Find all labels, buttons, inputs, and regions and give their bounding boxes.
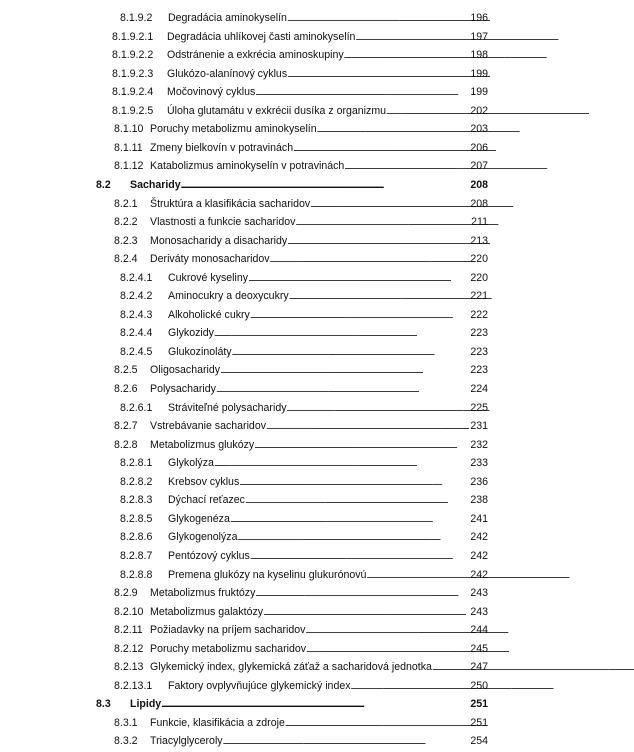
toc-entry[interactable] (112, 102, 488, 120)
toc-leader-dots (214, 454, 468, 472)
toc-entry-number: 8.2.8.8 (120, 568, 153, 581)
toc-entry-page: 242 (470, 568, 488, 581)
toc-entry[interactable] (114, 139, 488, 157)
toc-entry-page: 238 (470, 494, 488, 507)
toc-leader-dots (287, 9, 468, 27)
toc-entry-title: Metabolizmus galaktózy (150, 605, 264, 618)
toc-leader-dots (250, 547, 468, 565)
toc-entry-title: Sacharidy (130, 178, 181, 191)
toc-entry-title: Úloha glutamátu v exkrécii dusíka z organizmu (167, 104, 387, 117)
toc-entry[interactable] (120, 473, 488, 491)
toc-entry-title: Polysacharidy (150, 383, 216, 395)
toc-entry-page: 242 (470, 549, 488, 562)
toc-leader-dots (344, 46, 469, 64)
toc-leader-dots (317, 120, 469, 138)
toc-entry-title: Funkcie, klasifikácia a zdroje (150, 716, 285, 729)
toc-entry-number: 8.2.11 (114, 624, 143, 637)
toc-leader-dots (161, 695, 468, 713)
toc-leader-dots (287, 232, 468, 250)
toc-entry[interactable] (114, 584, 488, 602)
toc-entry[interactable] (114, 436, 488, 454)
toc-entry-number: 8.2.4.4 (120, 327, 153, 340)
toc-entry-title: Glykozidy (168, 327, 214, 340)
toc-entry-title: Požiadavky na príjem sacharidov (150, 624, 306, 637)
toc-entry[interactable] (112, 65, 488, 83)
toc-entry-page: 245 (470, 642, 488, 655)
toc-leader-dots (310, 195, 468, 213)
toc-entry-title: Katabolizmus aminokyselín v potravinách (150, 160, 345, 173)
toc-entry-page: 220 (470, 253, 488, 266)
toc-leader-dots (255, 83, 468, 101)
toc-entry-title: Pentózový cyklus (168, 549, 250, 562)
toc-leader-dots (287, 399, 469, 417)
toc-leader-dots (223, 732, 469, 750)
toc-entry[interactable] (114, 157, 488, 175)
toc-entry-number: 8.1.9.2 (120, 12, 153, 24)
toc-entry-page: 202 (470, 104, 488, 117)
toc-entry[interactable] (120, 269, 488, 287)
toc-entry-number: 8.2.10 (114, 605, 144, 618)
toc-entry[interactable] (96, 695, 488, 713)
toc-entry[interactable] (114, 677, 488, 695)
toc-leader-dots (285, 714, 468, 732)
toc-entry[interactable] (112, 46, 488, 64)
toc-entry-number: 8.2.7 (114, 420, 138, 433)
toc-entry-title: Štruktúra a klasifikácia sacharidov (150, 197, 311, 210)
toc-entry-title: Faktory ovplyvňujúce glykemický index (168, 679, 351, 692)
toc-leader-dots (355, 28, 468, 46)
toc-entry-page: 198 (470, 49, 488, 62)
toc-entry-number: 8.1.9.2.5 (112, 104, 154, 117)
toc-entry-title: Glukózo-alanínový cyklus (167, 67, 288, 80)
toc-entry-title: Glykogenolýza (168, 531, 238, 544)
toc-entry-page: 203 (470, 123, 488, 136)
toc-entry-page: 251 (470, 698, 488, 711)
toc-entry[interactable] (114, 120, 488, 138)
toc-leader-dots (232, 343, 469, 361)
toc-entry[interactable] (120, 324, 488, 342)
toc-leader-dots (344, 157, 468, 175)
toc-entry-page: 196 (470, 12, 488, 24)
toc-entry-page: 243 (470, 605, 488, 618)
toc-entry-page: 232 (470, 438, 488, 451)
toc-entry-number: 8.2.13 (114, 661, 144, 674)
toc-entry[interactable] (120, 343, 488, 361)
toc-leader-dots (287, 65, 468, 83)
toc-entry-number: 8.3 (96, 698, 111, 711)
toc-entry[interactable] (114, 640, 488, 658)
toc-entry[interactable] (120, 306, 488, 324)
toc-entry-title: Premena glukózy na kyselinu glukurónovú (168, 568, 367, 581)
toc-entry-title: Cukrové kyseliny (168, 271, 249, 284)
toc-entry[interactable] (114, 232, 488, 250)
toc-entry-number: 8.2.8.5 (120, 512, 153, 525)
toc-entry[interactable] (120, 528, 488, 546)
toc-entry-page: 222 (470, 308, 488, 321)
toc-entry-title: Metabolizmus fruktózy (150, 587, 256, 600)
toc-leader-dots (263, 603, 468, 621)
toc-entry[interactable] (114, 658, 488, 676)
toc-entry-page: 254 (470, 735, 488, 748)
toc-entry[interactable] (114, 603, 488, 621)
toc-leader-dots (220, 361, 468, 379)
toc-entry-number: 8.2.2 (114, 216, 138, 229)
toc-entry-page: 207 (470, 160, 488, 173)
toc-entry[interactable] (120, 454, 488, 472)
toc-entry-page: 221 (470, 290, 488, 303)
toc-entry-page: 250 (470, 679, 488, 692)
toc-entry-page: 199 (470, 67, 488, 80)
toc-leader-dots (306, 640, 468, 658)
toc-entry[interactable] (114, 213, 488, 231)
toc-entry-title: Deriváty monosacharidov (150, 253, 270, 266)
toc-entry-number: 8.2.8.6 (120, 531, 153, 544)
toc-entry-title: Poruchy metabolizmu sacharidov (150, 642, 307, 655)
toc-entry-page: 197 (470, 30, 488, 43)
toc-entry-number: 8.1.11 (114, 141, 143, 154)
toc-entry-title: Glukozinoláty (168, 345, 232, 358)
toc-entry-page: 233 (470, 457, 488, 470)
toc-entry[interactable] (120, 566, 488, 584)
toc-entry[interactable] (114, 380, 488, 398)
toc-entry-page: 225 (470, 401, 488, 414)
toc-entry-page: 208 (470, 178, 488, 191)
toc-entry-page: 223 (470, 364, 488, 377)
toc-entry-title: Lipidy (130, 698, 162, 711)
toc-entry-number: 8.2.4.1 (120, 271, 153, 284)
toc-entry-number: 8.2.9 (114, 587, 138, 600)
toc-leader-dots (295, 213, 469, 231)
toc-entry-title: Monosacharidy a disacharidy (150, 234, 288, 247)
toc-leader-dots (305, 621, 468, 639)
toc-entry-number: 8.2.8.7 (120, 549, 153, 562)
toc-entry[interactable] (114, 361, 488, 379)
toc-entry-page: 231 (470, 420, 488, 433)
toc-entry-title: Degradácia aminokyselín (168, 12, 287, 24)
toc-entry-number: 8.1.12 (114, 160, 144, 173)
toc-leader-dots (238, 528, 469, 546)
toc-entry-title: Močovinový cyklus (167, 86, 256, 99)
toc-entry-title: Glykemický index, glykemická záťaž a sacharidová jednotka (150, 661, 432, 674)
toc-entry-number: 8.2.3 (114, 234, 138, 247)
toc-leader-dots (245, 491, 468, 509)
toc-entry-number: 8.2.4.3 (120, 308, 153, 321)
toc-entry-title: Aminocukry a deoxycukry (168, 290, 289, 303)
toc-leader-dots (289, 287, 469, 305)
toc-entry-title: Metabolizmus glukózy (150, 438, 255, 451)
toc-leader-dots (366, 566, 468, 584)
toc-entry-title: Glykolýza (168, 457, 214, 470)
toc-entry-number: 8.3.1 (114, 716, 138, 729)
toc-leader-dots (255, 584, 468, 602)
toc-entry-number: 8.2.8.3 (120, 494, 153, 507)
toc-entry-page: 251 (470, 716, 488, 729)
toc-entry-number: 8.2.8.2 (120, 475, 153, 488)
toc-entry-page: 247 (470, 661, 488, 674)
toc-entry-page: 211 (471, 216, 488, 229)
toc-entry-number: 8.2.1 (114, 197, 138, 210)
toc-leader-dots (239, 473, 468, 491)
toc-entry[interactable] (112, 28, 488, 46)
toc-entry[interactable] (114, 732, 488, 750)
toc-leader-dots (254, 436, 468, 454)
toc-entry-page: 244 (470, 624, 488, 637)
toc-entry-page: 220 (470, 271, 488, 284)
toc-entry-number: 8.2.13.1 (114, 679, 153, 692)
toc-leader-dots (432, 658, 468, 676)
toc-entry-title: Oligosacharidy (150, 364, 221, 377)
toc-entry-number: 8.1.9.2.2 (112, 49, 154, 62)
toc-entry-title: Odstránenie a exkrécia aminoskupiny (167, 49, 344, 62)
toc-entry-number: 8.2.4 (114, 253, 138, 266)
toc-entry-number: 8.3.2 (114, 735, 138, 748)
toc-entry-title: Glykogenéza (168, 512, 230, 525)
toc-entry-title: Krebsov cyklus (168, 475, 240, 488)
toc-entry-page: 236 (470, 475, 488, 488)
toc-entry-number: 8.2.4.5 (120, 345, 153, 358)
toc-entry-title: Zmeny bielkovín v potravinách (150, 141, 294, 154)
toc-entry-number: 8.2 (96, 178, 111, 191)
toc-entry-page: 224 (470, 383, 488, 395)
toc-entry-number: 8.2.5 (114, 364, 138, 377)
toc-entry-title: Alkoholické cukry (168, 308, 250, 321)
toc-entry-title: Dýchací reťazec (168, 494, 245, 507)
toc-leader-dots (230, 510, 468, 528)
toc-entry-title: Vstrebávanie sacharidov (150, 420, 267, 433)
toc-entry-title: Triacylglyceroly (150, 735, 223, 748)
toc-entry[interactable] (112, 83, 488, 101)
toc-entry-title: Degradácia uhlíkovej časti aminokyselín (167, 30, 356, 43)
toc-entry[interactable] (114, 195, 488, 213)
toc-entry-title: Poruchy metabolizmu aminokyselín (150, 123, 317, 136)
toc-entry-page: 223 (470, 345, 488, 358)
toc-entry[interactable] (120, 9, 488, 27)
toc-entry-page: 199 (470, 86, 488, 99)
toc-entry-page: 223 (470, 327, 488, 340)
toc-entry[interactable] (120, 287, 488, 305)
toc-entry[interactable] (120, 510, 488, 528)
toc-entry-number: 8.1.9.2.1 (112, 30, 154, 43)
toc-entry[interactable] (114, 250, 488, 268)
toc-entry-number: 8.1.9.2.4 (112, 86, 154, 99)
toc-entry-number: 8.1.9.2.3 (112, 67, 154, 80)
toc-entry-number: 8.1.10 (114, 123, 144, 136)
toc-entry-page: 208 (470, 197, 488, 210)
toc-leader-dots (214, 324, 468, 342)
toc-entry-number: 8.2.4.2 (120, 290, 153, 303)
toc-entry-title: Vlastnosti a funkcie sacharidov (150, 216, 296, 229)
toc-leader-dots (351, 677, 469, 695)
toc-entry[interactable] (114, 417, 488, 435)
toc-entry-number: 8.2.12 (114, 642, 144, 655)
toc-entry-page: 241 (470, 512, 488, 525)
toc-leader-dots (270, 250, 469, 268)
toc-leader-dots (250, 306, 468, 324)
toc-entry-number: 8.2.6.1 (120, 401, 153, 414)
toc-entry[interactable] (114, 621, 488, 639)
toc-leader-dots (181, 176, 469, 194)
toc-entry-page: 206 (470, 141, 488, 154)
toc-leader-dots (293, 139, 468, 157)
toc-leader-dots (216, 380, 468, 398)
toc-leader-dots (386, 102, 468, 120)
toc-entry-number: 8.2.8.1 (120, 457, 153, 470)
toc-entry[interactable] (96, 176, 488, 194)
toc-entry[interactable] (120, 491, 488, 509)
toc-entry-page: 242 (470, 531, 488, 544)
toc-entry-number: 8.2.8 (114, 438, 138, 451)
toc-entry-page: 243 (470, 587, 488, 600)
toc-entry-page: 213 (470, 234, 488, 247)
toc-entry[interactable] (120, 399, 488, 417)
toc-entry[interactable] (114, 714, 488, 732)
toc-leader-dots (248, 269, 468, 287)
toc-entry-number: 8.2.6 (114, 383, 138, 395)
toc-entry[interactable] (120, 547, 488, 565)
toc-entry-title: Stráviteľné polysacharidy (168, 401, 287, 414)
toc-leader-dots (266, 417, 468, 435)
